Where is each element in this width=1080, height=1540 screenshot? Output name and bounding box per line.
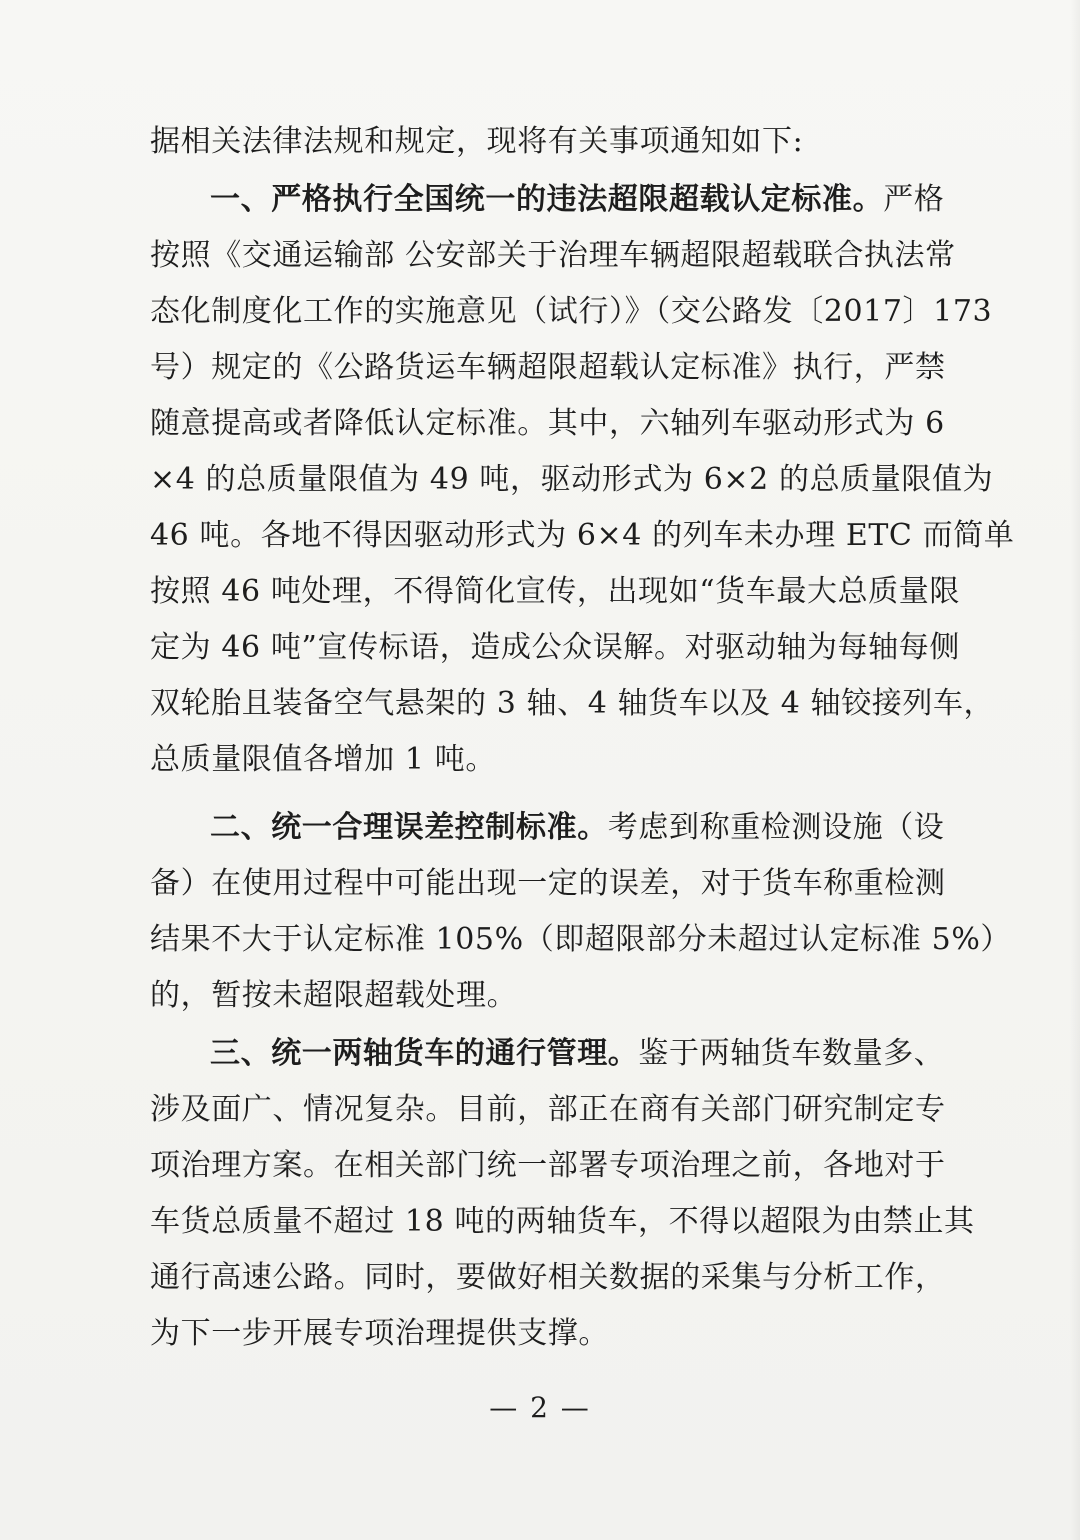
body-line: 随意提高或者降低认定标准。其中，六轴列车驱动形式为 6 [150, 406, 945, 441]
section-3-heading-line [210, 1032, 945, 1076]
section-3-heading-rest: 鉴于两轴货车数量多、 [638, 1036, 945, 1071]
body-line: 46 吨。各地不得因驱动形式为 6×4 的列车未办理 ETC 而简单 [150, 518, 1015, 553]
body-line: 通行高速公路。同时，要做好相关数据的采集与分析工作， [150, 1260, 946, 1295]
body-line: 备）在使用过程中可能出现一定的误差，对于货车称重检测 [150, 866, 946, 901]
body-line: 涉及面广、情况复杂。目前，部正在商有关部门研究制定专 [150, 1092, 946, 1127]
body-line: 态化制度化工作的实施意见（试行）》（交公路发〔2017〕173 [150, 294, 993, 329]
section-2-heading-rest: 考虑到称重检测设施（设 [607, 810, 945, 845]
body-line: 的，暂按未超限超载处理。 [150, 978, 518, 1013]
body-line: 项治理方案。在相关部门统一部署专项治理之前，各地对于 [150, 1148, 946, 1183]
body-line: 定为 46 吨”宣传标语，造成公众误解。对驱动轴为每轴每侧 [150, 630, 960, 665]
body-line: 双轮胎且装备空气悬架的 3 轴、4 轴货车以及 4 轴铰接列车， [150, 686, 995, 721]
section-2-heading-line [210, 806, 945, 850]
section-3-heading: 三、统一两轴货车的通行管理。 [210, 1036, 639, 1071]
body-line: ×4 的总质量限值为 49 吨，驱动形式为 6×2 的总质量限值为 [150, 462, 994, 497]
body-line: 车货总质量不超过 18 吨的两轴货车，不得以超限为由禁止其 [150, 1204, 975, 1239]
section-1-heading-line [210, 178, 945, 222]
body-line: 号）规定的《公路货运车辆超限超载认定标准》执行，严禁 [150, 350, 946, 385]
body-line: 按照 46 吨处理，不得简化宣传，出现如“货车最大总质量限 [150, 574, 960, 609]
body-line: 总质量限值各增加 1 吨。 [150, 742, 496, 777]
section-2-heading: 二、统一合理误差控制标准。 [210, 810, 608, 845]
body-line: 结果不大于认定标准 105%（即超限部分未超过认定标准 5%） [150, 922, 1012, 957]
scan-shadow-edge [1070, 0, 1080, 1540]
section-1-heading: 一、严格执行全国统一的违法超限超载认定标准。 [210, 182, 884, 217]
page-number: — 2 — [489, 1391, 591, 1424]
section-1-heading-rest: 严格 [883, 182, 945, 217]
body-line: 为下一步开展专项治理提供支撑。 [150, 1316, 609, 1351]
body-line: 按照《交通运输部 公安部关于治理车辆超限超载联合执法常 [150, 238, 956, 273]
body-line-intro: 据相关法律法规和规定，现将有关事项通知如下: [150, 124, 804, 159]
